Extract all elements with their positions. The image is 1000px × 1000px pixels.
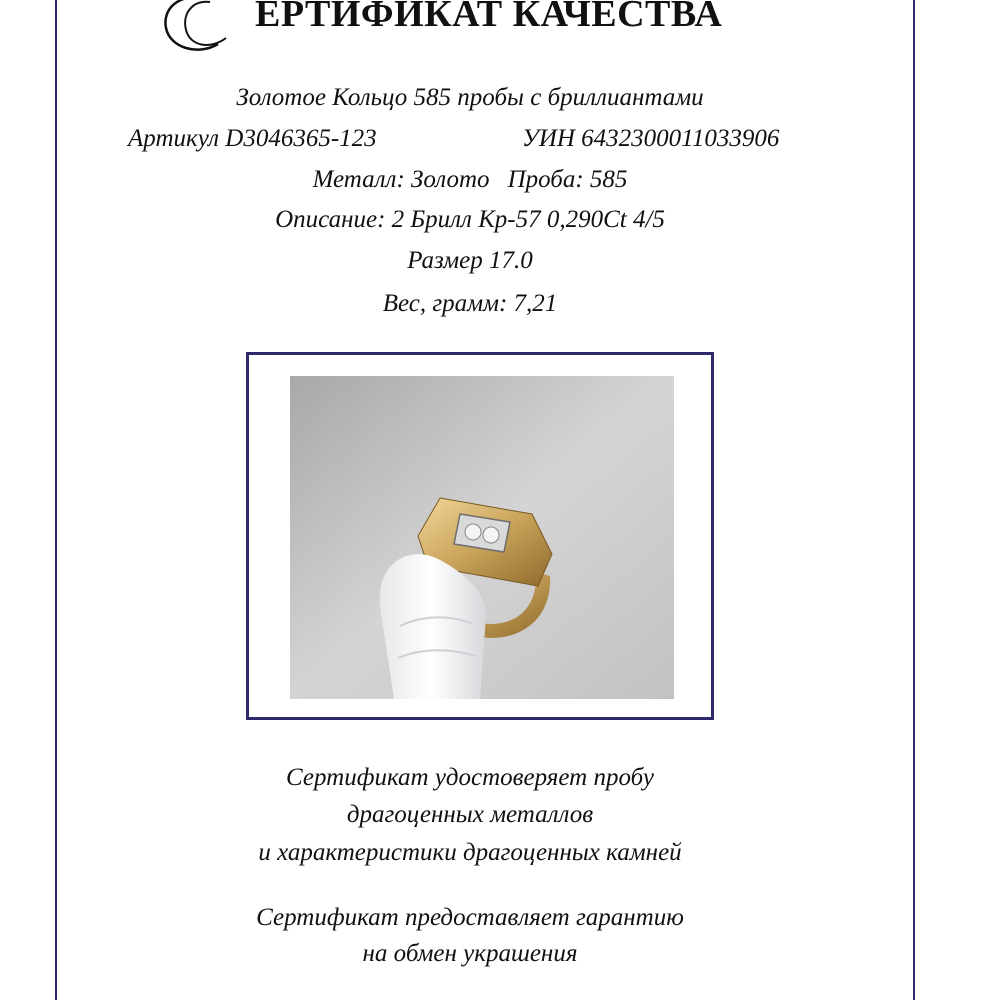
gold-ring-photo-icon [290, 376, 674, 699]
footer-line-4: Сертификат предоставляет гарантию [256, 904, 684, 931]
assay-value: Проба: 585 [507, 166, 628, 193]
certificate-title: ЕРТИФИКАТ КАЧЕСТВА [255, 0, 723, 35]
footer-line-5: на обмен украшения [362, 940, 578, 967]
size-line: Размер 17.0 [407, 247, 533, 274]
metal-assay-row [0, 166, 940, 194]
article-number: Артикул D3046365-123 [128, 125, 377, 152]
script-c-monogram-icon [140, 0, 260, 65]
description-line: Описание: 2 Брилл Кр-57 0,290Ct 4/5 [275, 206, 665, 233]
footer-line-3: и характеристики драгоценных камней [258, 839, 682, 866]
footer-line-2: драгоценных металлов [346, 801, 594, 828]
metal-value: Металл: Золото [312, 166, 490, 193]
uin-number: УИН 6432300011033906 [522, 125, 780, 152]
footer-line-1: Сертификат удостоверяет пробу [286, 764, 654, 791]
photo-frame [246, 352, 714, 720]
weight-line: Вес, грамм: 7,21 [382, 290, 558, 317]
product-name: Золотое Кольцо 585 пробы с бриллиантами [236, 84, 704, 111]
